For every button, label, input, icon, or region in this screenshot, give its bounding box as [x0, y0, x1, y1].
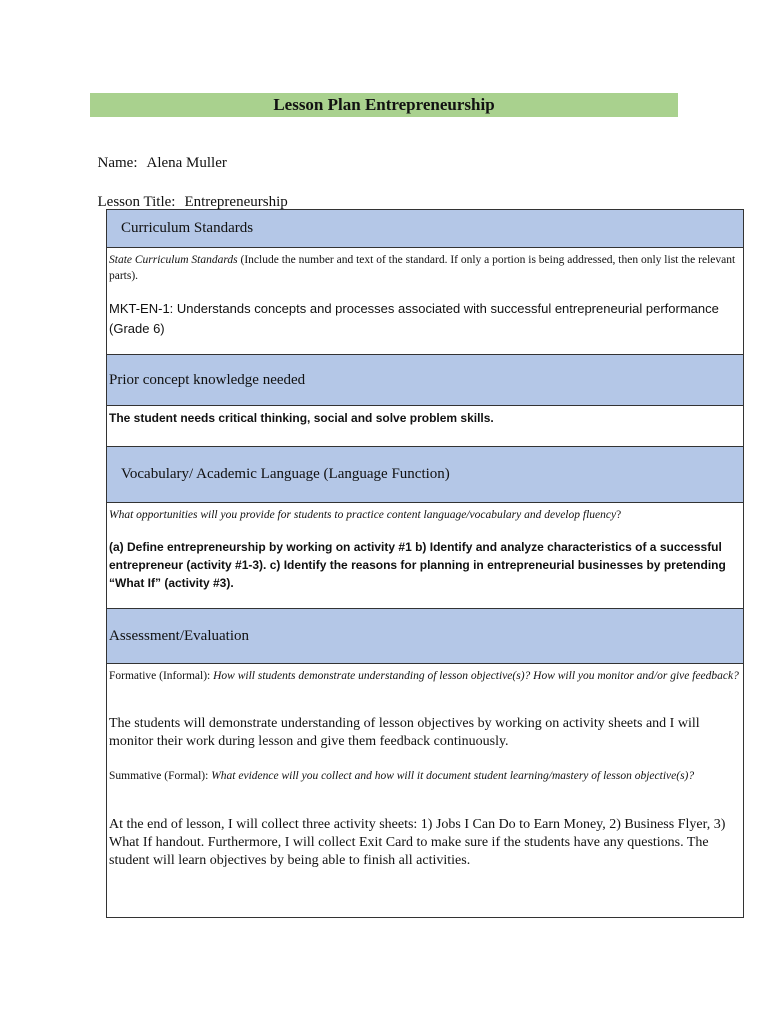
curriculum-standards-prompt — [109, 252, 739, 284]
lesson-title-line — [90, 177, 288, 211]
assessment-cell — [107, 664, 743, 917]
curriculum-standards-cell — [107, 248, 743, 354]
summative-answer: At the end of lesson, I will collect three activity sheets: 1) Jobs I Can Do to Earn Money, 2) Business Flyer, 3) What If handout. Furthermore, I will collect Exit Card to make sure if the students have any questions. The student will learn objectives by being able to finish all activities. — [109, 817, 726, 868]
lesson-title-value: Entrepreneurship — [184, 194, 288, 210]
vocabulary-prompt — [109, 507, 739, 523]
summative-prompt — [109, 768, 739, 784]
vocabulary-cell — [107, 503, 743, 608]
document-title: Lesson Plan Entrepreneurship — [273, 95, 495, 114]
formative-prompt — [109, 668, 739, 684]
formative-prompt-text: How will students demonstrate understanding of lesson objective(s)? How will you monitor and/or give feedback? — [213, 670, 739, 682]
prior-knowledge-answer: The student needs critical thinking, social and solve problem skills. — [109, 411, 494, 425]
name-label: Name: — [97, 155, 138, 171]
vocabulary-title: Vocabulary/ Academic Language (Language Function) — [121, 466, 450, 482]
prior-knowledge-cell — [107, 406, 743, 446]
vocabulary-answer: (a) Define entrepreneurship by working on activity #1 b) Identify and analyze characteristics of a successful entrepreneur (activity #1-3). c) Identify the reasons for planning in entrepreneurial businesses by pretending “What If” (activity #3). — [109, 540, 726, 590]
name-line — [90, 138, 227, 172]
curriculum-standards-title: Curriculum Standards — [121, 220, 254, 236]
lesson-plan-table — [106, 209, 744, 918]
curriculum-prompt-italic: State Curriculum Standards — [109, 254, 238, 266]
vocabulary-header — [107, 446, 743, 503]
document-title-bar — [90, 93, 678, 117]
name-value: Alena Muller — [146, 155, 227, 171]
vocabulary-prompt-italic: What opportunities will you provide for students to practice content language/vocabulary and develop fluency — [109, 509, 617, 521]
curriculum-prompt-rest: (Include the number and text of the standard. If only a portion is being addressed, then only list the relevant parts). — [109, 254, 736, 282]
curriculum-standards-answer: MKT-EN-1: Understands concepts and processes associated with successful entrepreneurial performance (Grade 6) — [109, 301, 719, 336]
prior-knowledge-title: Prior concept knowledge needed — [109, 371, 306, 388]
summative-label: Summative (Formal): — [109, 770, 212, 782]
lesson-title-label: Lesson Title: — [97, 194, 176, 210]
curriculum-standards-header — [107, 210, 743, 248]
summative-prompt-text: What evidence will you collect and how will it document student learning/mastery of lesson objective(s)? — [211, 770, 695, 782]
assessment-header — [107, 608, 743, 664]
formative-label: Formative (Informal): — [109, 670, 214, 682]
vocabulary-prompt-rest: ? — [616, 509, 622, 521]
prior-knowledge-header — [107, 354, 743, 406]
formative-answer: The students will demonstrate understanding of lesson objectives by working on activity sheets and I will monitor their work during lesson and give them feedback continuously. — [109, 716, 700, 749]
assessment-title: Assessment/Evaluation — [109, 627, 249, 644]
